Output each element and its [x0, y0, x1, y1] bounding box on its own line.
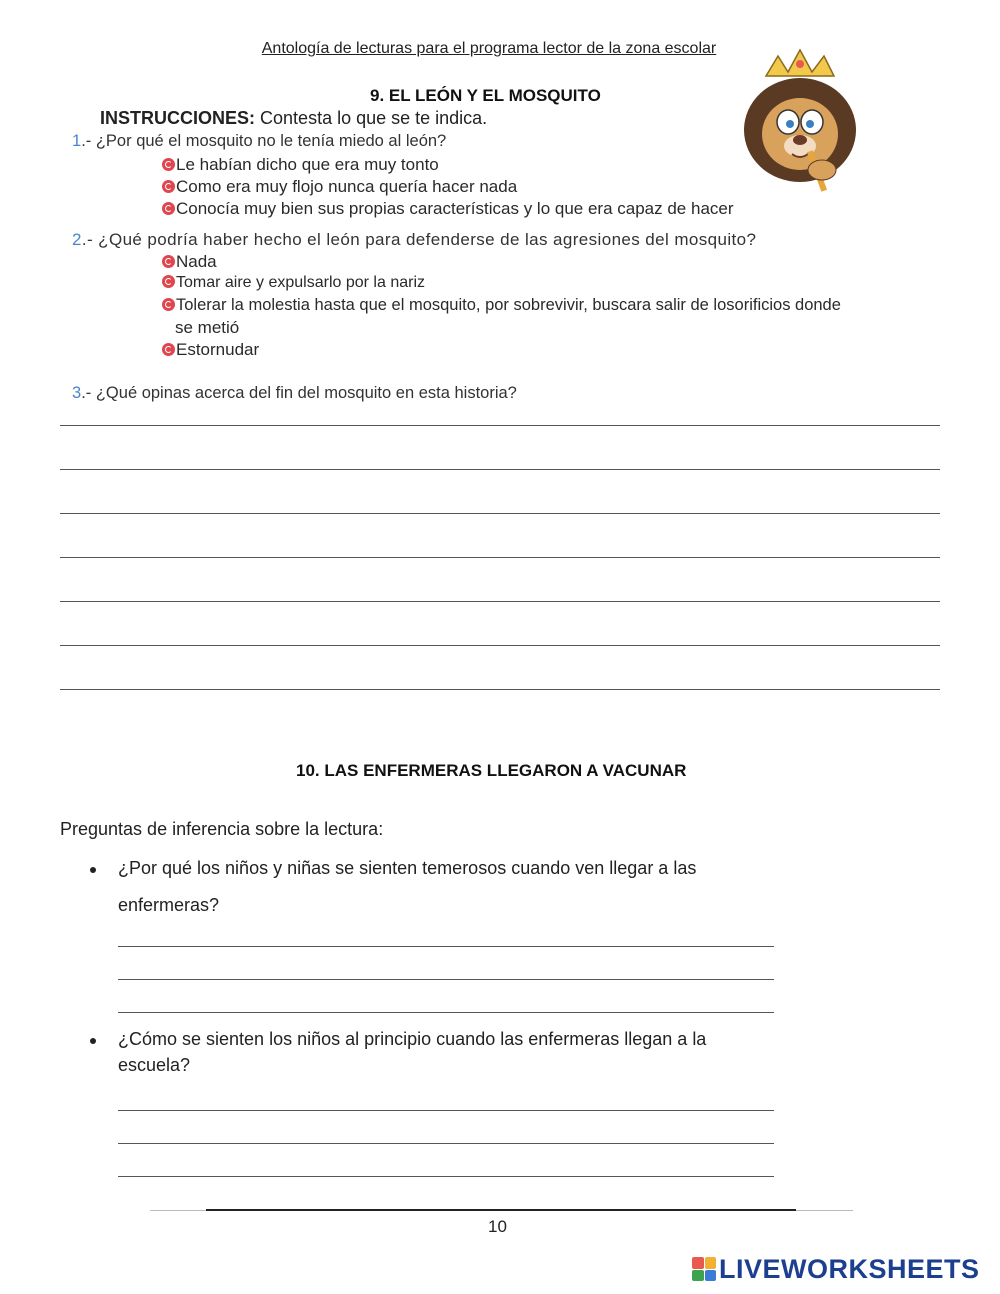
spiral-bullet-icon: [162, 158, 175, 171]
question-3: [72, 384, 517, 403]
spiral-bullet-icon: [162, 255, 175, 268]
answer-line[interactable]: [118, 1012, 774, 1013]
q2-option-3-continuation: se metió: [175, 318, 240, 337]
s10-question-1-line-2: enfermeras?: [118, 895, 220, 915]
answer-line[interactable]: [60, 557, 940, 558]
answer-line[interactable]: [118, 946, 774, 947]
question-3-text: .- ¿Qué opinas acerca del fin del mosquito en esta historia?: [81, 384, 517, 402]
q2-option-2[interactable]: Tomar aire y expulsarlo por la nariz: [162, 274, 425, 292]
q2-option-1[interactable]: Nada: [162, 252, 217, 272]
spiral-bullet-icon: [162, 298, 175, 311]
answer-line[interactable]: [118, 1110, 774, 1111]
answer-line[interactable]: [60, 645, 940, 646]
answer-line[interactable]: [118, 1176, 774, 1177]
spiral-bullet-icon: [162, 343, 175, 356]
q1-option-2[interactable]: Como era muy flojo nunca quería hacer nada: [162, 177, 517, 197]
liveworksheets-brand[interactable]: [692, 1254, 980, 1284]
bullet-icon: [90, 1038, 96, 1044]
section-10-intro: Preguntas de inferencia sobre la lectura:: [60, 819, 384, 839]
q1-option-1[interactable]: Le habían dicho que era muy tonto: [162, 155, 439, 175]
question-3-number: 3: [72, 384, 82, 402]
question-2-number: 2: [72, 230, 82, 249]
q2-option-4[interactable]: Estornudar: [162, 340, 259, 360]
question-2-text: .- ¿Qué podría haber hecho el león para defenderse de las agresiones del mosquito?: [81, 230, 757, 249]
page-header-title: Antología de lecturas para el programa lector de la zona escolar: [261, 40, 717, 57]
page-number: 10: [488, 1217, 507, 1236]
spiral-bullet-icon: [162, 275, 175, 288]
instructions-label: INSTRUCCIONES:: [100, 108, 256, 128]
answer-line[interactable]: [60, 469, 940, 470]
answer-line[interactable]: [60, 513, 940, 514]
section-10-title: 10. LAS ENFERMERAS LLEGARON A VACUNAR: [296, 761, 687, 780]
question-1-number: 1: [72, 132, 82, 150]
s10-question-2-line-1: ¿Cómo se sienten los niños al principio cuando las enfermeras llegan a la: [118, 1029, 707, 1049]
answer-line[interactable]: [60, 689, 940, 690]
footer-divider: [206, 1209, 796, 1211]
instructions: [100, 108, 487, 129]
brand-name: LIVEWORKSHEETS: [719, 1253, 980, 1284]
question-2: [72, 230, 756, 250]
answer-line[interactable]: [60, 601, 940, 602]
answer-line[interactable]: [118, 979, 774, 980]
question-1-text: .- ¿Por qué el mosquito no le tenía miedo al león?: [81, 132, 447, 150]
instructions-text: Contesta lo que se te indica.: [260, 108, 488, 128]
s10-question-1-line-1: ¿Por qué los niños y niñas se sienten temerosos cuando ven llegar a las: [118, 858, 697, 878]
answer-line[interactable]: [60, 425, 940, 426]
liveworksheets-logo-icon: [692, 1257, 716, 1281]
s10-question-2-line-2: escuela?: [118, 1055, 191, 1075]
q2-option-3[interactable]: Tolerar la molestia hasta que el mosquito, por sobrevivir, buscara salir de losorificios donde: [162, 296, 841, 315]
lion-illustration: [722, 42, 882, 202]
spiral-bullet-icon: [162, 202, 175, 215]
bullet-icon: [90, 867, 96, 873]
q1-option-3[interactable]: Conocía muy bien sus propias características y lo que era capaz de hacer: [162, 199, 734, 219]
question-1: [72, 132, 446, 151]
section-9-title: 9. EL LEÓN Y EL MOSQUITO: [370, 86, 601, 105]
spiral-bullet-icon: [162, 180, 175, 193]
answer-line[interactable]: [118, 1143, 774, 1144]
